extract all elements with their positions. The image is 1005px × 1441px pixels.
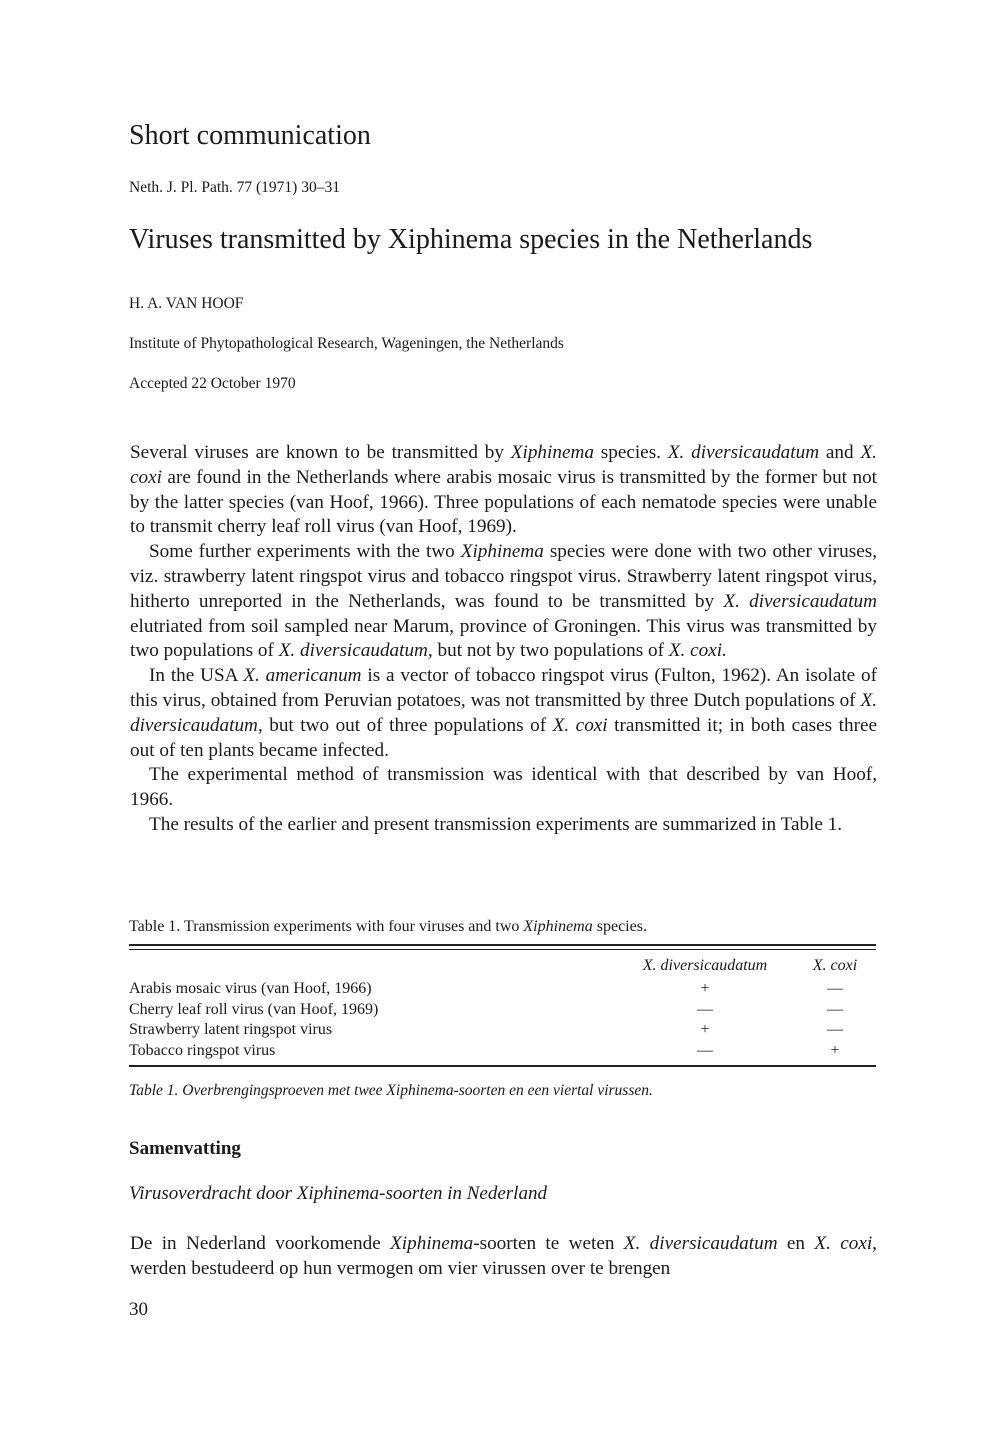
summary-subtitle: Virusoverdracht door Xiphinema-soorten in Nederland — [129, 1183, 547, 1204]
table-caption-dutch: Table 1. Overbrengingsproeven met twee Xiphinema-soorten en een viertal virussen. — [129, 1082, 653, 1099]
paragraph-1: Several viruses are known to be transmitted by Xiphinema species. X. diversicaudatum and X. coxi are found in the Netherlands where arabis mosaic virus is transmitted by the former but not by the latter species (van Hoof, 1966). Three populations of each nematode species were unable to transmit cherry leaf roll virus (van Hoof, 1969). — [130, 442, 877, 538]
result-cell: — — [827, 1021, 843, 1038]
article-body — [130, 441, 877, 838]
row-label: Arabis mosaic virus (van Hoof, 1966) — [129, 980, 372, 997]
table-bottom-rule — [129, 1065, 876, 1067]
table-row — [129, 978, 876, 999]
table-caption: Table 1. Transmission experiments with four viruses and two Xiphinema species. — [129, 918, 647, 935]
result-cell: — — [697, 1001, 713, 1018]
section-heading: Short communication — [129, 120, 371, 151]
table-row — [129, 999, 876, 1020]
accepted-date: Accepted 22 October 1970 — [129, 375, 296, 392]
author-affiliation: Institute of Phytopathological Research, Wageningen, the Netherlands — [129, 335, 564, 352]
article-title: Viruses transmitted by Xiphinema species in the Netherlands — [129, 224, 813, 255]
paragraph-3: In the USA X. americanum is a vector of tobacco ringspot virus (Fulton, 1962). An isolate of this virus, obtained from Peruvian potatoes, was not transmitted by three Dutch populations of X. diversicaudatum, but two out of three populations of X. coxi transmitted it; in both cases three out of ten plants became infected. — [130, 665, 878, 761]
table-row — [129, 1019, 876, 1040]
result-cell: + — [700, 980, 710, 997]
page-number: 30 — [129, 1299, 148, 1320]
paragraph-5: The results of the earlier and present transmission experiments are summarized in Table 1. — [149, 813, 843, 835]
journal-citation: Neth. J. Pl. Path. 77 (1971) 30–31 — [129, 179, 340, 196]
column-header-diversicaudatum: X. diversicaudatum — [642, 957, 768, 974]
paragraph-4: The experimental method of transmission was identical with that described by van Hoof, 1966. — [130, 764, 877, 811]
result-cell: — — [697, 1042, 713, 1059]
table-header-rule — [129, 949, 876, 950]
summary-heading: Samenvatting — [129, 1138, 241, 1159]
summary-text: De in Nederland voorkomende Xiphinema-soorten te weten X. diversicaudatum en X. coxi, werden bestudeerd op hun vermogen om vier virussen over te brengen — [130, 1233, 877, 1279]
row-label: Cherry leaf roll virus (van Hoof, 1969) — [129, 1001, 379, 1018]
row-label: Strawberry latent ringspot virus — [129, 1021, 333, 1038]
table-row — [129, 1040, 876, 1061]
column-header-coxi: X. coxi — [812, 957, 858, 974]
result-cell: + — [700, 1021, 710, 1038]
paragraph-2: Some further experiments with the two Xiphinema species were done with two other viruses, viz. strawberry latent ringspot virus and tobacco ringspot virus. Strawberry latent ringspot virus, hitherto unreported in the Netherlands, was found to be transmitted by X. diversicaudatum elutriated from soil sampled near Marum, province of Groningen. This virus was transmitted by two populations of X. diversicaudatum, but not by two populations of X. coxi. — [130, 541, 878, 662]
result-cell: — — [827, 1001, 843, 1018]
author-name: H. A. VAN HOOF — [129, 295, 244, 312]
row-label: Tobacco ringspot virus — [129, 1042, 276, 1059]
result-cell: + — [830, 1042, 840, 1059]
table-top-rule — [129, 944, 876, 946]
result-cell: — — [827, 980, 843, 997]
